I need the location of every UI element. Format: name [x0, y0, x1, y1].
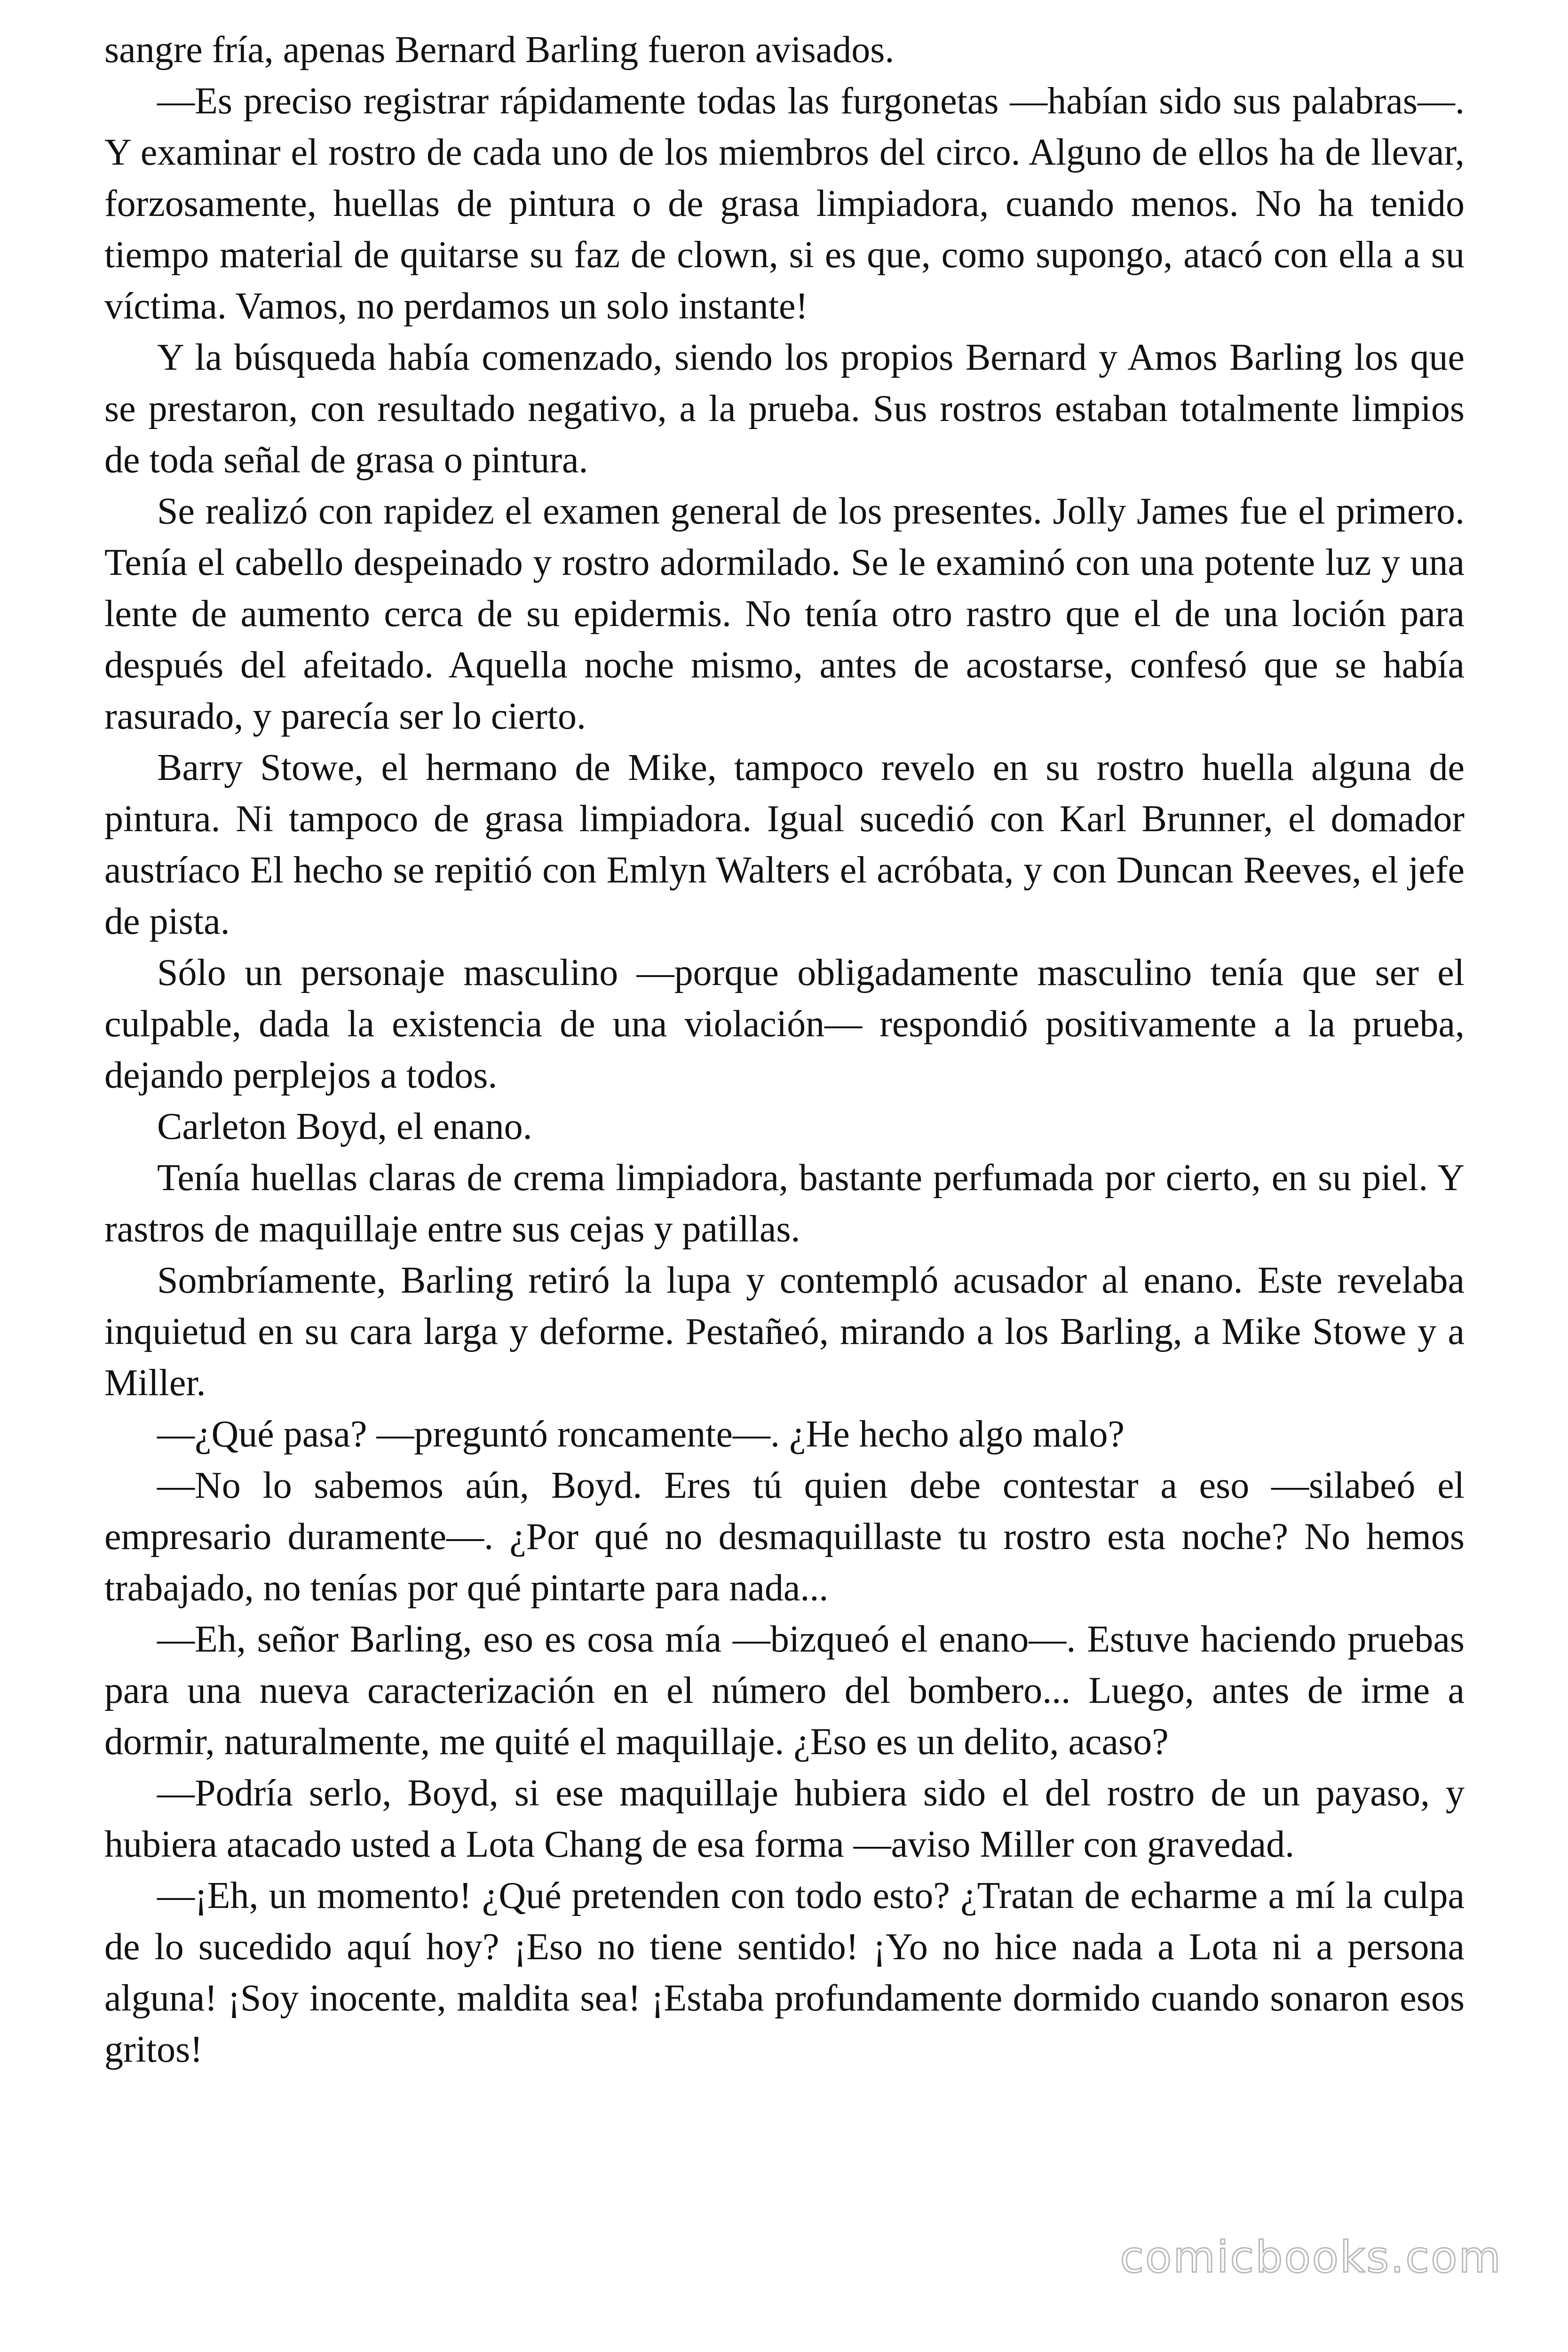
paragraph-11: —No lo sabemos aún, Boyd. Eres tú quien debe contestar a eso —silabeó el empresario duramente—. ¿Por qué no desmaquillaste tu rostro esta noche? No hemos trabajado, no tenías por qué pintarte para nada... [104, 1465, 1465, 1609]
paragraph-3: Y la búsqueda había comenzado, siendo los propios Bernard y Amos Barling los que se prestaron, con resultado negativo, a la prueba. Sus rostros estaban totalmente limpios de toda señal de grasa o pintura. [104, 337, 1465, 481]
paragraph-6: Sólo un personaje masculino —porque obligadamente masculino tenía que ser el culpable, dada la existencia de una violación— respondió positivamente a la prueba, dejando perplejos a todos. [104, 952, 1465, 1096]
paragraph-9: Sombríamente, Barling retiró la lupa y contempló acusador al enano. Este revelaba inquietud en su cara larga y deforme. Pestañeó, mirando a los Barling, a Mike Stowe y a Miller. [104, 1260, 1465, 1404]
paragraph-2: —Es preciso registrar rápidamente todas las furgonetas —habían sido sus palabras—. Y examinar el rostro de cada uno de los miembros del circo. Alguno de ellos ha de llevar, forzosamente, huellas de pintura o de grasa limpiadora, cuando menos. No ha tenido tiempo material de quitarse su faz de clown, si es que, como supongo, atacó con ella a su víctima. Vamos, no perdamos un solo instante! [104, 80, 1465, 327]
paragraph-14: —¡Eh, un momento! ¿Qué pretenden con todo esto? ¿Tratan de echarme a mí la culpa de lo sucedido aquí hoy? ¡Eso no tiene sentido! ¡Yo no hice nada a Lota ni a persona alguna! ¡Soy inocente, maldita sea! ¡Estaba profundamente dormido cuando sonaron esos gritos! [104, 1875, 1465, 2070]
paragraph-7: Carleton Boyd, el enano. [157, 1106, 532, 1147]
paragraph-8: Tenía huellas claras de crema limpiadora, bastante perfumada por cierto, en su piel. Y rastros de maquillaje entre sus cejas y patillas. [104, 1157, 1465, 1250]
paragraph-5: Barry Stowe, el hermano de Mike, tampoco revelo en su rostro huella alguna de pintura. Ni tampoco de grasa limpiadora. Igual sucedió con Karl Brunner, el domador austríaco El hecho se repitió con Emlyn Walters el acróbata, y con Duncan Reeves, el jefe de pista. [104, 747, 1465, 942]
paragraph-10: —¿Qué pasa? —preguntó roncamente—. ¿He hecho algo malo? [157, 1414, 1125, 1455]
watermark: comicbooks.com [1120, 2232, 1502, 2282]
paragraph-13: —Podría serlo, Boyd, si ese maquillaje hubiera sido el del rostro de un payaso, y hubiera atacado usted a Lota Chang de esa forma —aviso Miller con gravedad. [104, 1772, 1465, 1865]
page-body [104, 24, 1465, 2075]
paragraph-4: Se realizó con rapidez el examen general de los presentes. Jolly James fue el primero. Tenía el cabello despeinado y rostro adormilado. Se le examinó con una potente luz y una lente de aumento cerca de su epidermis. No tenía otro rastro que el de una loción para después del afeitado. Aquella noche mismo, antes de acostarse, confesó que se había rasurado, y parecía ser lo cierto. [104, 491, 1465, 737]
paragraph-12: —Eh, señor Barling, eso es cosa mía —bizqueó el enano—. Estuve haciendo pruebas para una nueva caracterización en el número del bombero... Luego, antes de irme a dormir, naturalmente, me quité el maquillaje. ¿Eso es un delito, acaso? [104, 1619, 1465, 1763]
paragraph-1: sangre fría, apenas Bernard Barling fueron avisados. [104, 29, 895, 71]
